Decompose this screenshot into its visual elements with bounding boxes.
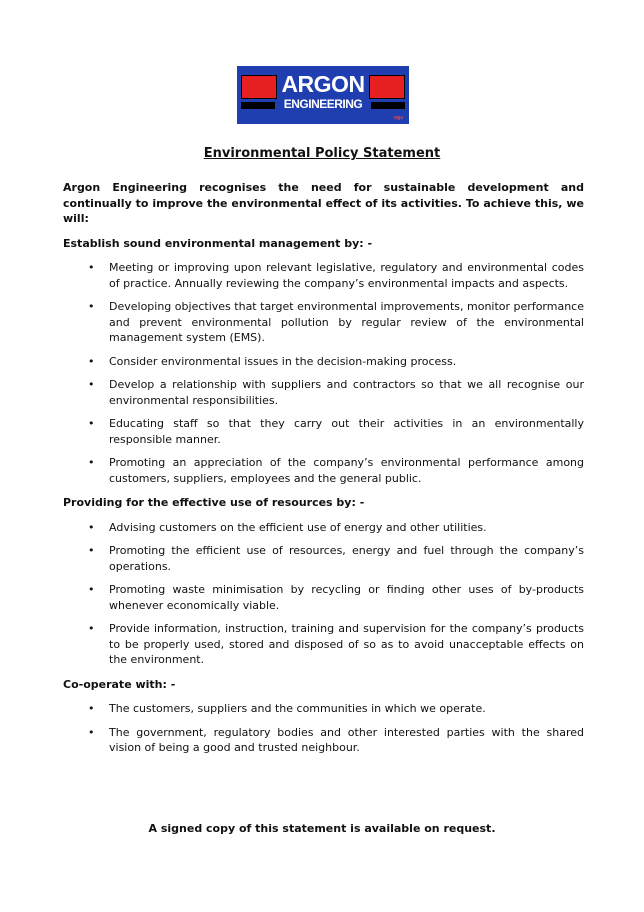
bullet-icon: • (88, 417, 95, 430)
list-item-text: Promoting the efficient use of resources, energy and fuel through the company’s operations. (109, 544, 584, 573)
list-item-text: Consider environmental issues in the decision-making process. (109, 354, 457, 368)
logo-red-block-left (241, 75, 277, 99)
footer-note: A signed copy of this statement is available on request. (148, 822, 496, 835)
page-title: Environmental Policy Statement (203, 146, 441, 161)
list-item (63, 455, 584, 486)
list-item (63, 520, 584, 536)
list-item-text: Provide information, instruction, training and supervision for the company’s products to be properly used, stored and disposed of so as to avoid unacceptable effects on the environment. (109, 622, 584, 666)
logo-black-bar-right (371, 102, 405, 109)
section-heading: Co-operate with: - (63, 677, 176, 691)
list-item-text: Promoting waste minimisation by recycling or finding other uses of by-products whenever economically viable. (109, 583, 584, 612)
bullet-list (63, 520, 584, 668)
section-heading: Establish sound environmental management by: - (63, 236, 373, 250)
bullet-icon: • (88, 300, 95, 313)
list-item-text: Develop a relationship with suppliers and contractors so that we all recognise our environmental responsibilities. (109, 378, 584, 407)
bullet-icon: • (88, 702, 95, 715)
company-logo (237, 66, 409, 124)
bullet-icon: • (88, 725, 95, 739)
list-item (63, 543, 584, 574)
list-item-text: Advising customers on the efficient use of energy and other utilities. (109, 520, 487, 534)
list-item (63, 377, 584, 408)
list-item (63, 354, 584, 370)
list-item-text: Educating staff so that they carry out their activities in an environmentally responsible manner. (109, 417, 584, 446)
logo-black-bar-left (241, 102, 275, 109)
list-item (63, 725, 584, 756)
list-item-text: Developing objectives that target environmental improvements, monitor performance and prevent environmental pollution by regular review of the environmental management system (EMS). (109, 300, 584, 344)
list-item-text: Promoting an appreciation of the company’s environmental performance among customers, suppliers, employees and the general public. (109, 456, 584, 485)
list-item (63, 701, 584, 717)
logo-red-block-right (369, 75, 405, 99)
policy-body (63, 180, 584, 765)
bullet-list (63, 260, 584, 486)
list-item (63, 582, 584, 613)
bullet-icon: • (88, 261, 95, 274)
list-item (63, 260, 584, 291)
bullet-icon: • (88, 354, 95, 368)
intro-paragraph: Argon Engineering recognises the need for sustainable development and continually to improve the environmental effect of its activities. To achieve this, we will: (63, 181, 584, 225)
bullet-list (63, 701, 584, 756)
logo-word-argon: ARGON (281, 71, 365, 97)
section-heading: Providing for the effective use of resources by: - (63, 496, 365, 509)
list-item-text: Meeting or improving upon relevant legislative, regulatory and environmental codes of practice. Annually reviewing the company’s environmental impacts and aspects. (109, 261, 584, 290)
list-item-text: The customers, suppliers and the communities in which we operate. (109, 702, 486, 715)
bullet-icon: • (88, 456, 95, 469)
list-item (63, 621, 584, 668)
logo-small-mark: ogs (394, 115, 403, 121)
bullet-icon: • (88, 378, 95, 391)
bullet-icon: • (88, 544, 95, 557)
list-item (63, 416, 584, 447)
logo-word-engineering: ENGINEERING (283, 97, 363, 111)
bullet-icon: • (88, 520, 95, 534)
list-item (63, 299, 584, 346)
bullet-icon: • (88, 622, 95, 635)
list-item-text: The government, regulatory bodies and other interested parties with the shared vision of being a good and trusted neighbour. (109, 725, 584, 754)
bullet-icon: • (88, 583, 95, 596)
